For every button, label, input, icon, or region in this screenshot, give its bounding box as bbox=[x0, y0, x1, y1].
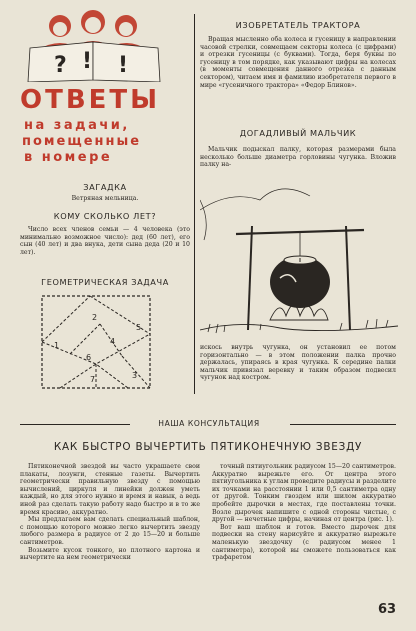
consult-column-1 bbox=[20, 463, 200, 562]
consult-title: КАК БЫСТРО ВЫЧЕРТИТЬ ПЯТИКОНЕЧНУЮ ЗВЕЗДУ bbox=[53, 441, 363, 453]
consult-col2-p1: точный пятиугольник радиусом 15—20 сантиметров. Аккуратно вырежьте его. От центра этого пятиугольника к углам проведите радиусы и разделите их точками на расстоянии 1 или 0,5 сантиметра одну от другой. Тонким гвоздем или шилом аккуратно пробейте дырочки в местах, где поставлены точки. Возле дырочек напишите с одной стороны чистые, с другой — нечетные цифры, начиная от центра (рис. 1). bbox=[212, 463, 396, 524]
geometry-puzzle-figure bbox=[40, 294, 152, 390]
consult-col1-p3: Возьмите кусок тонкого, но плотного картона и вычертите на нем геометрически bbox=[20, 546, 200, 562]
column-divider-top bbox=[194, 14, 195, 394]
age-text bbox=[20, 226, 190, 256]
age-paragraph: Число всех членов семьи — 4 человека (это минимально возможное число): дед (60 лет), его сын (40 лет) и два внука, дети сына деда (20 и 10 лет). bbox=[20, 226, 190, 256]
logo-line-3: в номере bbox=[24, 150, 113, 165]
boy-paragraph-bottom: искось внутрь чугунка, он установил ее потом горизонтально — в этом положении палка прочно держалась, упираясь в края чугунка. К середине палки мальчик привязал веревку и таким образом подвесил чугунок над костром. bbox=[200, 344, 396, 382]
consult-col1-p1: Пятиконечной звездой вы часто украшаете свои плакаты, лозунги, стенные газеты. Вычертить геометрически правильную звезду с помощью вычислений, циркуля и линейки должен уметь каждый, но для этого нужно и время и навык, а ведь иной раз сделать такую работу надо быстро и в то же время красиво, аккуратно. bbox=[20, 463, 200, 516]
piece-label-5: 5 bbox=[136, 323, 142, 332]
piece-label-2: 2 bbox=[92, 313, 98, 322]
svg-text:!: ! bbox=[82, 49, 93, 74]
riddle-heading: ЗАГАДКА bbox=[83, 182, 127, 192]
consult-col2-p2: Вот ваш шаблон и готов. Вместо дырочек для подвески на стену нарисуйте и аккуратно вырежьте маленькую звездочку (с радиусом менее 1 сантиметра), которой вы сможете пользоваться как трафаретом bbox=[212, 523, 396, 562]
consult-rule-right bbox=[290, 424, 396, 425]
boy-text-bottom bbox=[200, 344, 396, 382]
pot-over-fire-illustration bbox=[200, 170, 398, 340]
logo-line-2: помещенные bbox=[22, 134, 142, 149]
tractor-text bbox=[200, 36, 396, 89]
piece-label-6: 6 bbox=[86, 353, 92, 362]
riddle-answer: Ветряная мельница. bbox=[71, 195, 139, 202]
piece-label-7: 7 bbox=[90, 375, 96, 384]
piece-label-4: 4 bbox=[110, 337, 116, 346]
svg-text:!: ! bbox=[118, 53, 129, 78]
boy-text-top bbox=[200, 146, 396, 169]
svg-text:?: ? bbox=[54, 53, 67, 78]
tractor-paragraph: Вращая мысленно оба колеса и гусеницу в направлении часовой стрелки, совмещаем секторы колеса (с цифрами) и отрезки гусеницы (с буквами). Тогда, беря буквы по гусеницу в том порядке, как указывают цифры на колесах (в моменты совмещения данного отрезка с данным сектором), читаем имя и фамилию изобретателя первого в мире «гусеничного трактора» «Федор Блинов». bbox=[200, 36, 396, 89]
boy-paragraph-top: Мальчик подыскал палку, которая размерами была несколько больше диаметра горловины чугунка. Вложив палку на- bbox=[200, 146, 396, 169]
piece-label-1: 1 bbox=[54, 341, 60, 350]
consult-rule-left bbox=[20, 424, 130, 425]
consult-col1-p2: Мы предлагаем вам сделать специальный шаблон, с помощью которого можно легко вычертить звезду любого размера в радиусе от 2 до 15—20 и больше сантиметров. bbox=[20, 516, 200, 546]
consult-label: НАША КОНСУЛЬТАЦИЯ bbox=[158, 419, 260, 428]
logo-title: ОТВЕТЫ bbox=[20, 85, 161, 115]
piece-label-3: 3 bbox=[132, 371, 138, 380]
tractor-heading: ИЗОБРЕТАТЕЛЬ ТРАКТОРА bbox=[235, 20, 361, 30]
boy-heading: ДОГАДЛИВЫЙ МАЛЬЧИК bbox=[239, 128, 357, 138]
logo-line-1: на задачи, bbox=[24, 118, 130, 133]
children-reading-illustration bbox=[18, 10, 168, 82]
consult-column-2 bbox=[212, 463, 396, 562]
geometry-heading: ГЕОМЕТРИЧЕСКАЯ ЗАДАЧА bbox=[41, 277, 169, 287]
page-number: 63 bbox=[378, 602, 397, 617]
age-heading: КОМУ СКОЛЬКО ЛЕТ? bbox=[53, 211, 157, 221]
